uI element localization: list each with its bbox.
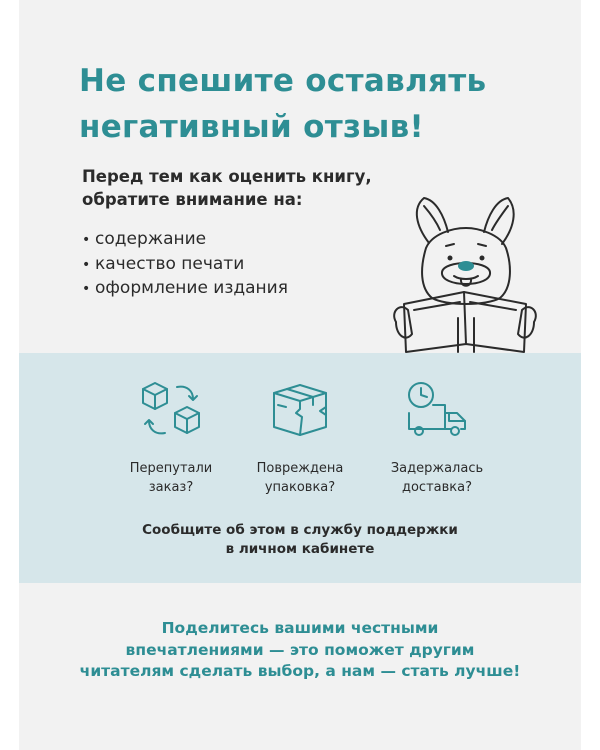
issue-delayed-delivery (362, 379, 512, 497)
closing-line: Поделитесь вашими честными (161, 619, 439, 637)
caption-line: упаковка? (264, 480, 336, 495)
reading-dog-illustration (374, 188, 544, 356)
checklist-item: • качество печати (82, 253, 288, 278)
page-title (79, 58, 559, 150)
swapped-boxes-icon (139, 379, 203, 441)
delivery-truck-clock-icon (403, 379, 471, 441)
checklist-item: • содержание (82, 228, 288, 253)
issue-caption (362, 459, 512, 497)
closing-message (19, 618, 581, 683)
review-notice-card (19, 0, 581, 750)
issue-caption (96, 459, 246, 497)
issues-band (19, 353, 581, 583)
caption-line: заказ? (148, 480, 194, 495)
closing-line: впечатлениями — это поможет другим (125, 640, 475, 659)
caption-line: Задержалась (390, 461, 484, 476)
caption-line: Перепутали (129, 461, 213, 476)
checklist (82, 228, 288, 302)
lead-line: Перед тем как оценить книгу, (82, 167, 372, 186)
lead-line: обратите внимание на: (82, 190, 303, 209)
support-message (19, 521, 581, 559)
support-line: Сообщите об этом в службу поддержки (142, 522, 458, 538)
title-line: негативный отзыв! (79, 109, 424, 145)
issue-wrong-order (96, 379, 246, 497)
caption-line: доставка? (401, 480, 472, 495)
checklist-item: • оформление издания (82, 277, 288, 302)
support-line: в личном кабинете (225, 541, 375, 557)
damaged-box-icon (268, 379, 332, 441)
caption-line: Повреждена (256, 461, 344, 476)
issue-caption (225, 459, 375, 497)
closing-line: читателям сделать выбор, а нам — стать лучше! (79, 662, 521, 680)
intro-lead (82, 165, 412, 211)
issue-damaged-packaging (225, 379, 375, 497)
title-line: Не спешите оставлять (79, 63, 487, 99)
